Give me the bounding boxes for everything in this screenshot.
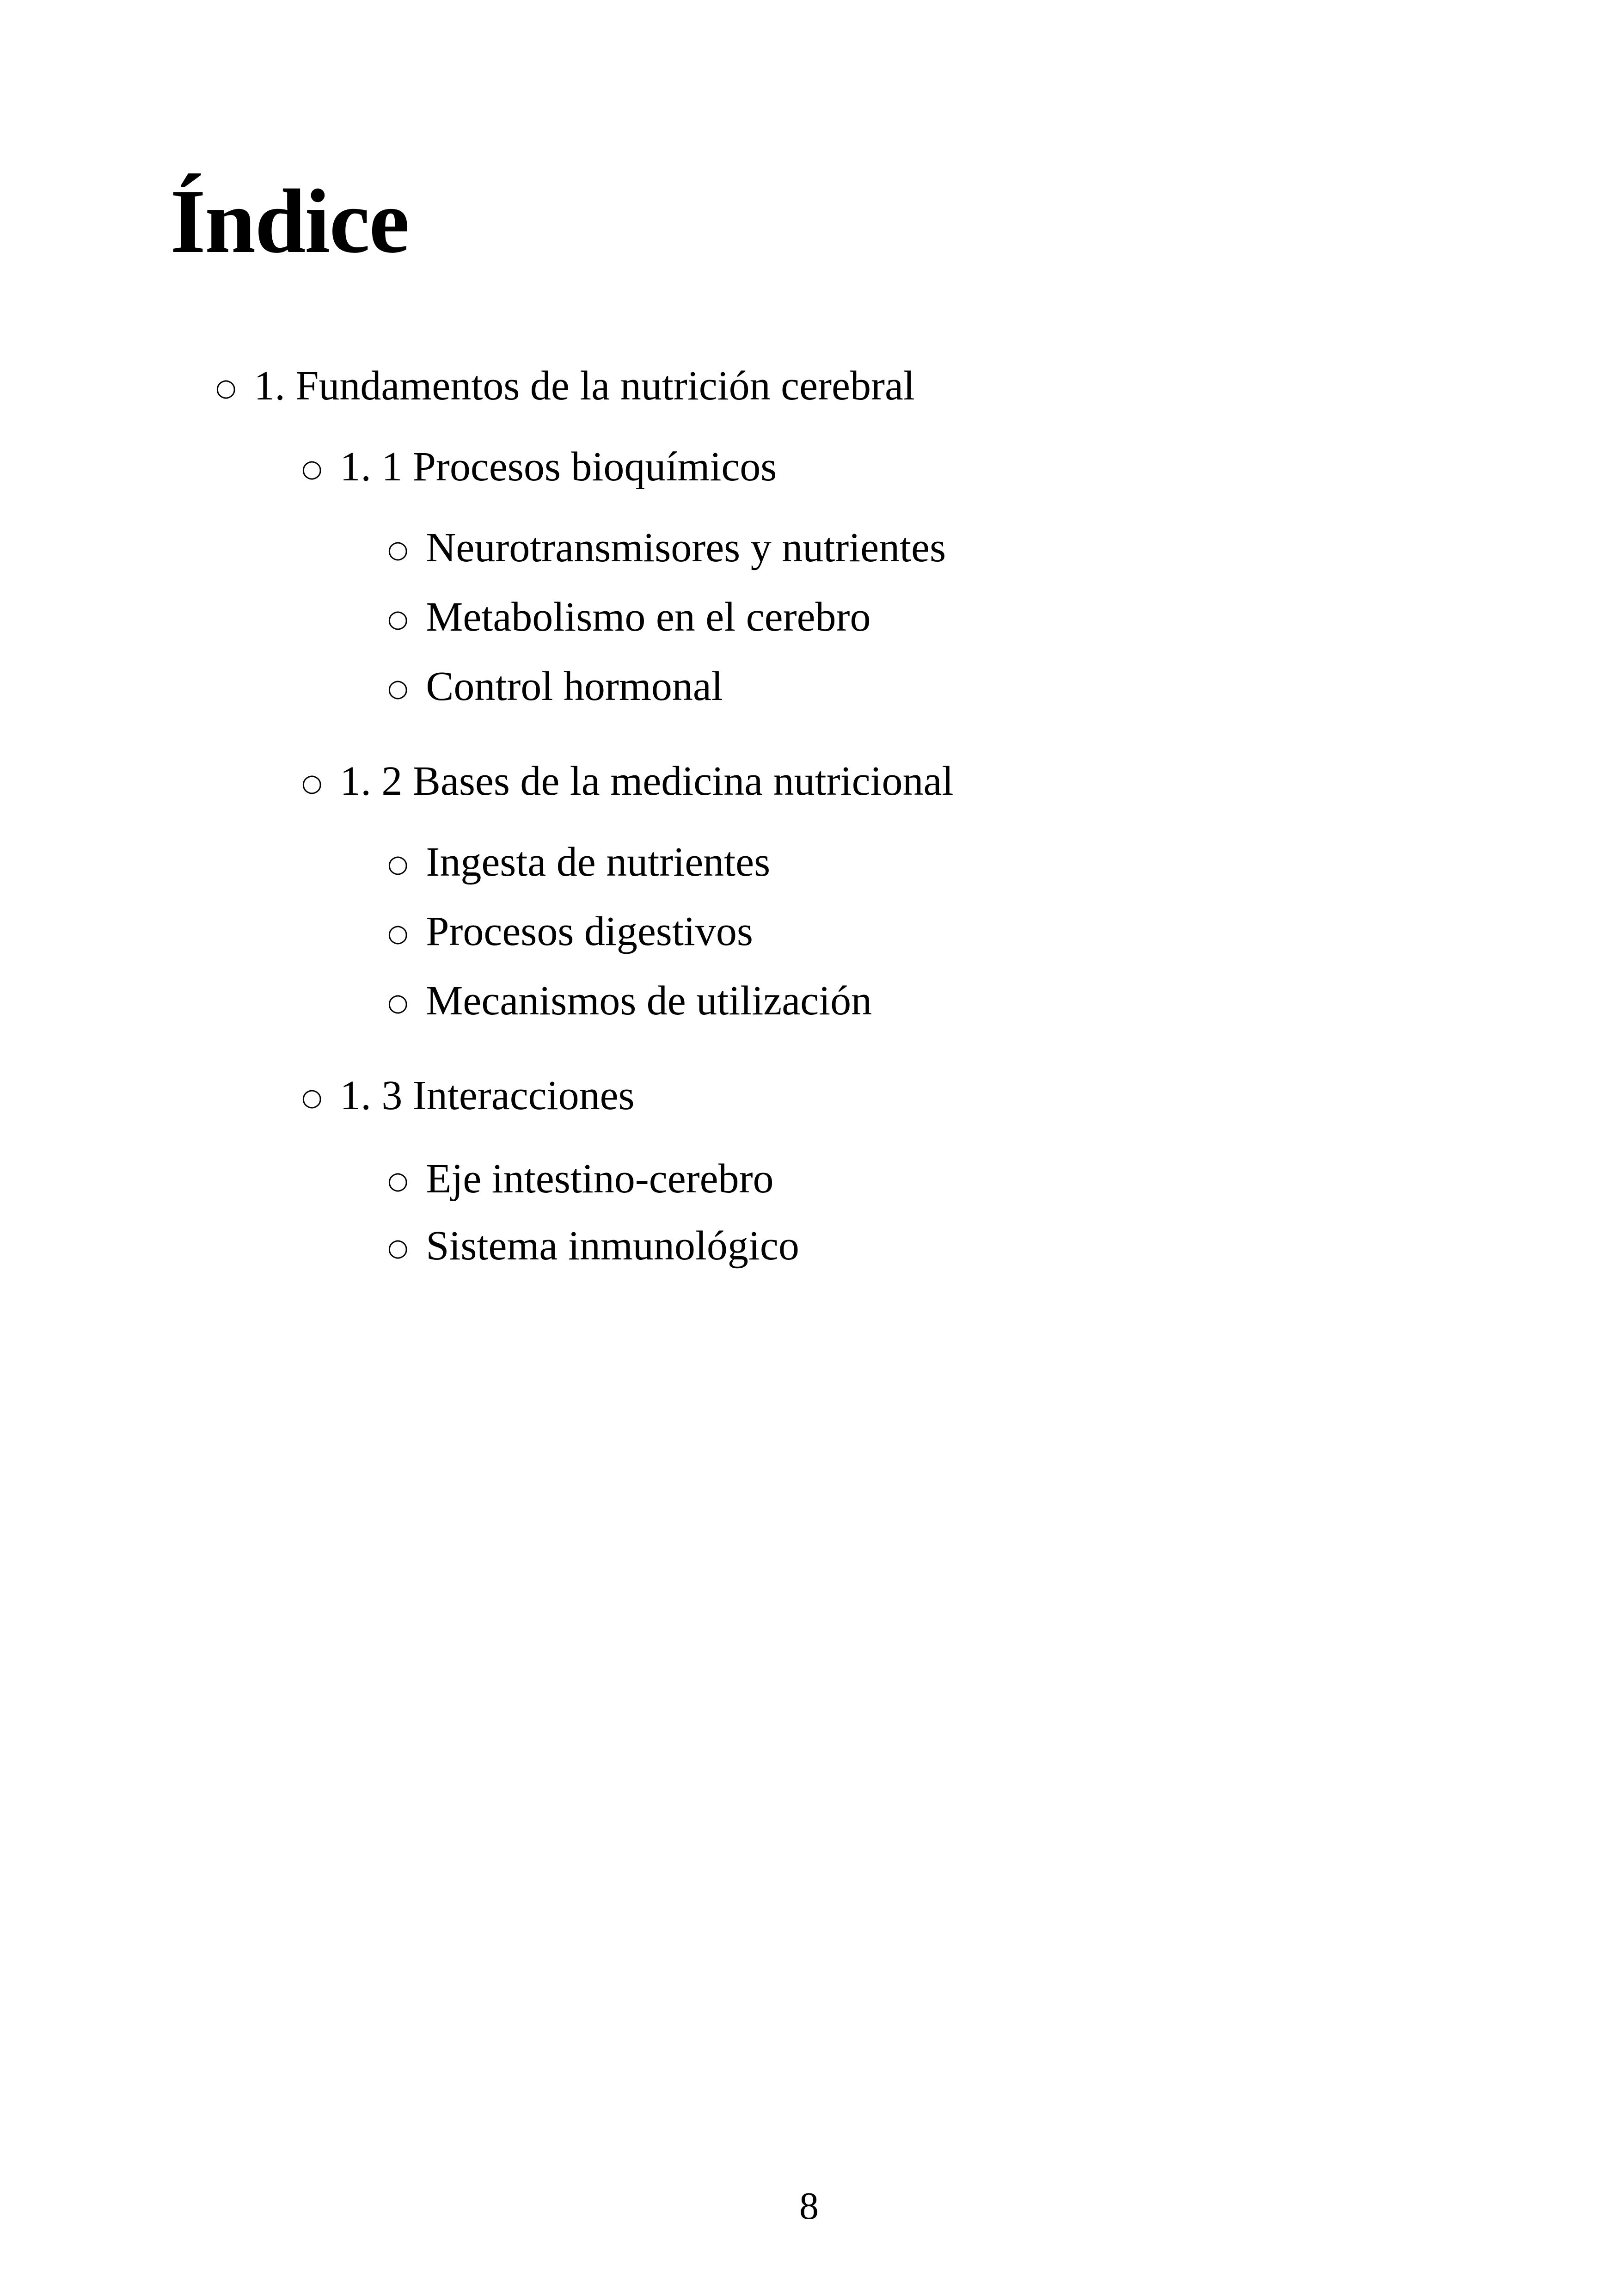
toc-entry-sistema-inmunologico[interactable] bbox=[387, 1225, 799, 1267]
toc-entry-eje-intestino-cerebro[interactable] bbox=[387, 1158, 774, 1200]
toc-entry-label: Procesos digestivos bbox=[426, 909, 753, 954]
bullet-icon: ○ bbox=[387, 850, 409, 878]
toc-entry-section-1-3[interactable] bbox=[301, 1075, 635, 1117]
bullet-icon: ○ bbox=[387, 605, 409, 633]
toc-entry-section-1-1[interactable] bbox=[301, 446, 777, 488]
bullet-icon: ○ bbox=[387, 920, 409, 947]
bullet-icon: ○ bbox=[301, 769, 323, 797]
toc-entry-label: Mecanismos de utilización bbox=[426, 978, 872, 1024]
toc-entry-label: 1. 1 Procesos bioquímicos bbox=[340, 444, 777, 490]
toc-entry-ingesta[interactable] bbox=[387, 841, 770, 883]
toc-entry-section-1-2[interactable] bbox=[301, 758, 954, 804]
page-title: Índice bbox=[170, 171, 409, 272]
toc-entry-neurotransmisores[interactable] bbox=[387, 527, 946, 569]
toc-entry-procesos-digestivos[interactable] bbox=[387, 911, 753, 952]
toc-entry-section-1[interactable] bbox=[215, 365, 915, 407]
bullet-icon: ○ bbox=[387, 989, 409, 1017]
toc-entry-label: Control hormonal bbox=[426, 663, 723, 709]
toc-entry-label: 1. Fundamentos de la nutrición cerebral bbox=[254, 363, 915, 409]
bullet-icon: ○ bbox=[301, 1084, 323, 1111]
toc-entry-label: Sistema inmunológico bbox=[426, 1223, 799, 1269]
toc-entry-label: Ingesta de nutrientes bbox=[426, 839, 771, 885]
toc-entry-label: Metabolismo en el cerebro bbox=[426, 594, 871, 640]
toc-entry-metabolismo[interactable] bbox=[387, 596, 871, 638]
bullet-icon: ○ bbox=[387, 536, 409, 564]
page-number: 8 bbox=[799, 2185, 819, 2228]
bullet-icon: ○ bbox=[387, 675, 409, 702]
toc-entry-label: Eje intestino-cerebro bbox=[426, 1156, 774, 1202]
bullet-icon: ○ bbox=[215, 374, 237, 402]
toc-entry-label: Neurotransmisores y nutrientes bbox=[426, 525, 946, 571]
toc-entry-mecanismos[interactable] bbox=[387, 980, 872, 1022]
bullet-icon: ○ bbox=[387, 1234, 409, 1262]
toc-entry-control-hormonal[interactable] bbox=[387, 663, 723, 709]
bullet-icon: ○ bbox=[387, 1167, 409, 1195]
bullet-icon: ○ bbox=[301, 455, 323, 483]
toc-entry-label: 1. 3 Interacciones bbox=[340, 1073, 635, 1118]
toc-entry-label: 1. 2 Bases de la medicina nutricional bbox=[340, 758, 954, 804]
